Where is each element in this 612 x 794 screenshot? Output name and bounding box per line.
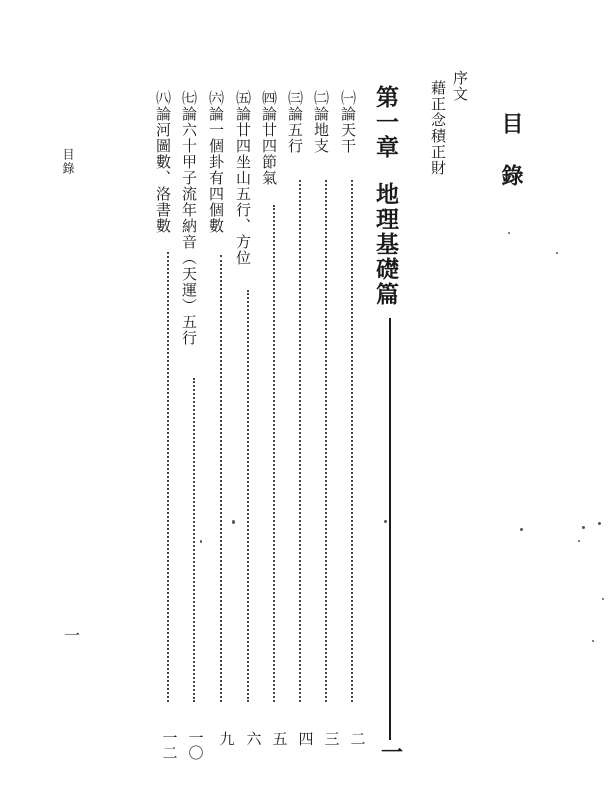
dot-leader: [351, 180, 353, 702]
scan-speck: [200, 540, 202, 543]
entry-number: ㈥: [207, 90, 225, 106]
scan-speck: [232, 520, 235, 524]
toc-entry-subpreface: 藉正念積正財: [429, 80, 447, 176]
toc-entry-5: [235, 90, 250, 266]
chapter-heading: [374, 85, 397, 307]
scan-speck: [556, 252, 558, 254]
toc-entry-7: [181, 90, 196, 346]
dot-leader: [247, 290, 249, 702]
entry-label: 論一個卦有四個數: [207, 106, 225, 234]
scan-speck: [582, 526, 585, 529]
scan-speck: [602, 598, 604, 600]
toc-entry-preface: 序文: [451, 70, 469, 102]
scan-speck: [520, 528, 523, 531]
entry-number: ㈢: [286, 90, 304, 106]
dot-leader: [193, 378, 195, 702]
entry-page-number: 一〇: [186, 730, 205, 760]
entry-page-number: 五: [272, 730, 288, 748]
dot-leader: [325, 180, 327, 702]
entry-label: 論地支: [312, 106, 330, 154]
scan-speck: [384, 520, 387, 523]
chapter-leader-line: [389, 318, 391, 740]
entry-label: 論河圖數、洛書數: [154, 106, 172, 234]
dot-leader: [167, 252, 169, 702]
entry-label: 論廿四坐山五行、方位: [234, 106, 252, 266]
entry-number: ㈧: [154, 90, 172, 106]
entry-page-number: 四: [298, 730, 314, 748]
entry-number: ㈠: [339, 90, 357, 106]
running-head: 目錄: [61, 148, 75, 176]
entry-page-number: 一二: [160, 730, 179, 760]
entry-page-number: 六: [246, 730, 262, 748]
toc-entry-8: [155, 90, 170, 234]
scan-speck: [598, 522, 601, 525]
entry-number: ㈣: [260, 90, 278, 106]
toc-entry-1: [340, 90, 355, 154]
toc-entry-3: [287, 90, 302, 154]
entry-label: 論廿四節氣: [260, 106, 278, 186]
scan-speck: [508, 232, 510, 234]
scan-speck: [578, 540, 580, 542]
chapter-title: 地理基礎篇: [372, 182, 399, 307]
entry-page-number: 九: [219, 730, 235, 748]
toc-entry-6: [208, 90, 223, 234]
entry-label: 論天干: [339, 106, 357, 154]
chapter-page-number: 一: [381, 740, 404, 766]
entry-label: 論六十甲子流年納音（天運）五行: [180, 106, 198, 346]
dot-leader: [273, 205, 275, 702]
toc-entry-2: [313, 90, 328, 154]
entry-number: ㈤: [234, 90, 252, 106]
entry-label: 論五行: [286, 106, 304, 154]
entry-number: ㈦: [180, 90, 198, 106]
page-title: 目錄: [498, 112, 524, 216]
chapter-number: 第一章: [372, 85, 399, 160]
entry-number: ㈡: [312, 90, 330, 106]
entry-page-number: 二: [350, 730, 366, 748]
page-folio: 一: [64, 626, 81, 645]
scan-speck: [592, 640, 594, 642]
dot-leader: [299, 180, 301, 702]
toc-entry-4: [261, 90, 276, 186]
dot-leader: [220, 255, 222, 702]
entry-page-number: 三: [324, 730, 340, 748]
